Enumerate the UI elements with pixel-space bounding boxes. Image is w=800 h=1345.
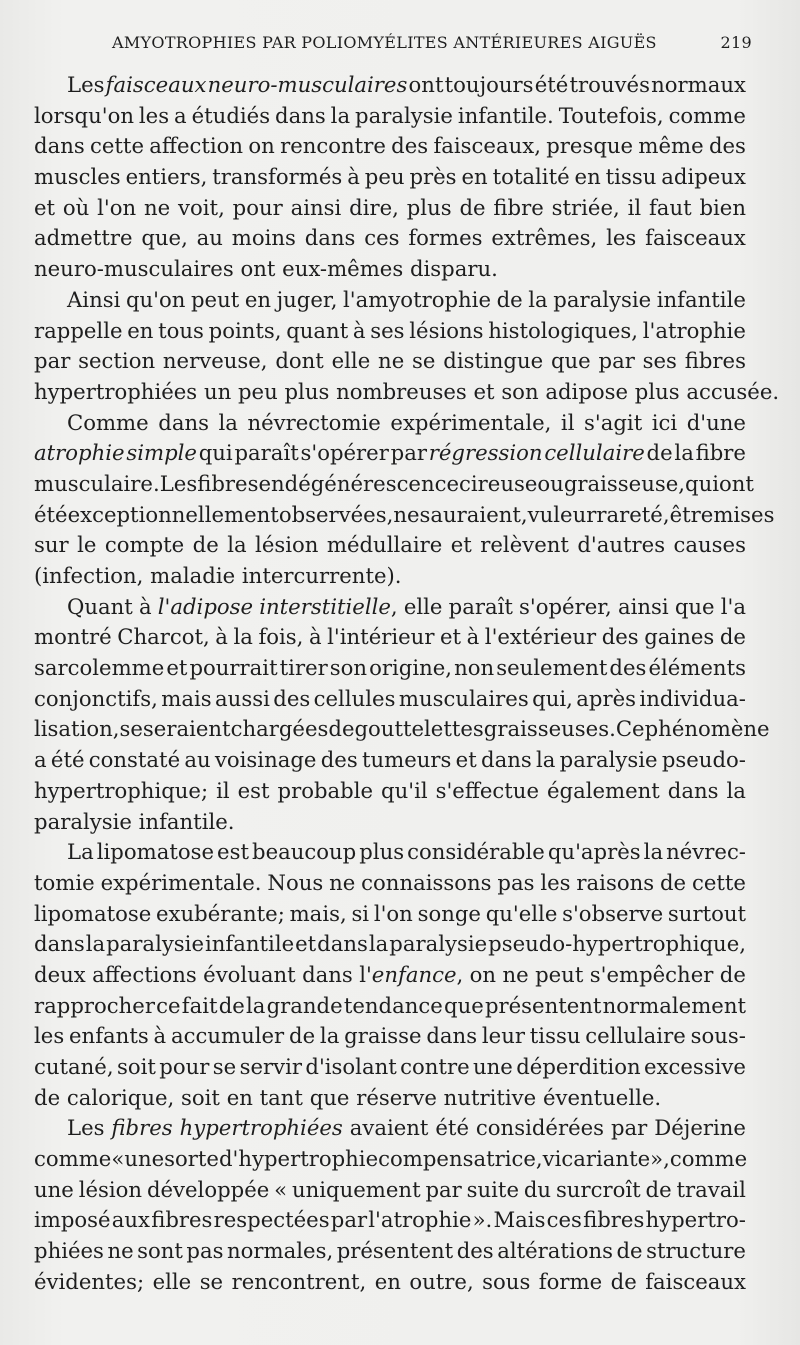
text-line: sarcolemme et pourrait tirer son origine, non seulement des éléments (34, 655, 746, 681)
text-line: cutané, soit pour se servir d'isolant contre une déperdition excessive (34, 1054, 746, 1079)
paragraph (34, 837, 746, 1113)
page-header (112, 33, 762, 59)
text-line: Comme dans la névrectomie expérimentale, il s'agit ici d'une (67, 409, 746, 435)
paragraph (34, 285, 780, 408)
text-line: rappelle en tous points, quant à ses lésions histologiques, l'atrophie (34, 317, 746, 343)
text-line: neuro-musculaires ont eux-mêmes disparu. (34, 256, 498, 282)
page-number: 219 (720, 33, 752, 52)
text-line: dans cette affection on rencontre des faisceaux, presque même des (34, 133, 746, 159)
paragraph (34, 70, 746, 285)
text-line: été exceptionnellement observées, ne sauraient, vu leur rareté, être mises (34, 501, 775, 527)
text-line: atrophie simple qui paraît s'opérer par régression cellulaire de la fibre (34, 440, 746, 466)
text-line: a été constaté au voisinage des tumeurs et dans la paralysie pseudo- (34, 747, 746, 773)
text-line: (infection, maladie intercurrente). (34, 563, 402, 588)
text-line: sur le compte de la lésion médullaire et relèvent d'autres causes (34, 532, 746, 558)
text-line: muscles entiers, transformés à peu près en totalité en tissu adipeux (34, 164, 746, 190)
text-line: lisation, se seraient chargées de gouttelettes graisseuses. Ce phénomène (34, 716, 770, 742)
text-line: hypertrophiées un peu plus nombreuses et son adipose plus accusée. (34, 378, 780, 404)
paragraph (34, 408, 775, 592)
text-line: paralysie infantile. (34, 808, 235, 834)
text-line: les enfants à accumuler de la graisse dans leur tissu cellulaire sous- (34, 1023, 746, 1049)
text-line: une lésion développée « uniquement par suite du surcroît de travail (34, 1176, 746, 1202)
paragraph (34, 592, 770, 838)
text-line: La lipomatose est beaucoup plus considérable qu'après la névrec- (67, 839, 746, 865)
text-line: admettre que, au moins dans ces formes extrêmes, les faisceaux (34, 225, 746, 251)
text-line: Les faisceaux neuro-musculaires ont toujours été trouvés normaux (67, 72, 746, 97)
text-line: de calorique, soit en tant que réserve nutritive éventuelle. (34, 1084, 662, 1110)
text-line: tomie expérimentale. Nous ne connaissons pas les raisons de cette (34, 869, 746, 895)
text-line: Ainsi qu'on peut en juger, l'amyotrophie de la paralysie infantile (67, 286, 746, 312)
text-line: comme « une sorte d'hypertrophie compensatrice, vicariante », comme (34, 1146, 748, 1172)
text-line: et où l'on ne voit, pour ainsi dire, plus de fibre striée, il faut bien (34, 194, 746, 220)
text-line: imposé aux fibres respectées par l'atrophie ». Mais ces fibres hypertro- (34, 1207, 746, 1233)
text-line: lorsqu'on les a étudiés dans la paralysie infantile. Toutefois, comme (34, 102, 746, 128)
text-line: conjonctifs, mais aussi des cellules musculaires qui, après individua- (34, 685, 746, 711)
text-line: montré Charcot, à la fois, à l'intérieur et à l'extérieur des gaines de (34, 624, 746, 650)
body-text (34, 70, 780, 1298)
text-line: Les fibres hypertrophiées avaient été considérées par Déjerine (67, 1115, 746, 1141)
text-line: évidentes; elle se rencontrent, en outre, sous forme de faisceaux (34, 1268, 746, 1294)
text-line: rapprocher ce fait de la grande tendance que présentent normalement (34, 992, 746, 1018)
text-line: hypertrophique; il est probable qu'il s'effectue également dans la (34, 777, 746, 803)
text-line: lipomatose exubérante; mais, si l'on songe qu'elle s'observe surtout (34, 900, 746, 926)
text-line: musculaire. Les fibres en dégénérescence cireuse ou graisseuse, qui ont (34, 470, 754, 496)
text-line: par section nerveuse, dont elle ne se distingue que par ses fibres (34, 348, 746, 374)
text-line: phiées ne sont pas normales, présentent des altérations de structure (34, 1238, 746, 1264)
text-line: deux affections évoluant dans l'enfance, on ne peut s'empêcher de (34, 961, 746, 987)
running-title: AMYOTROPHIES PAR POLIOMYÉLITES ANTÉRIEURES AIGUËS (112, 33, 657, 52)
paragraph (34, 1113, 746, 1297)
text-line: Quant à l'adipose interstitielle, elle paraît s'opérer, ainsi que l'a (67, 593, 746, 619)
text-line: dans la paralysie infantile et dans la paralysie pseudo-hypertrophique, (34, 931, 746, 957)
